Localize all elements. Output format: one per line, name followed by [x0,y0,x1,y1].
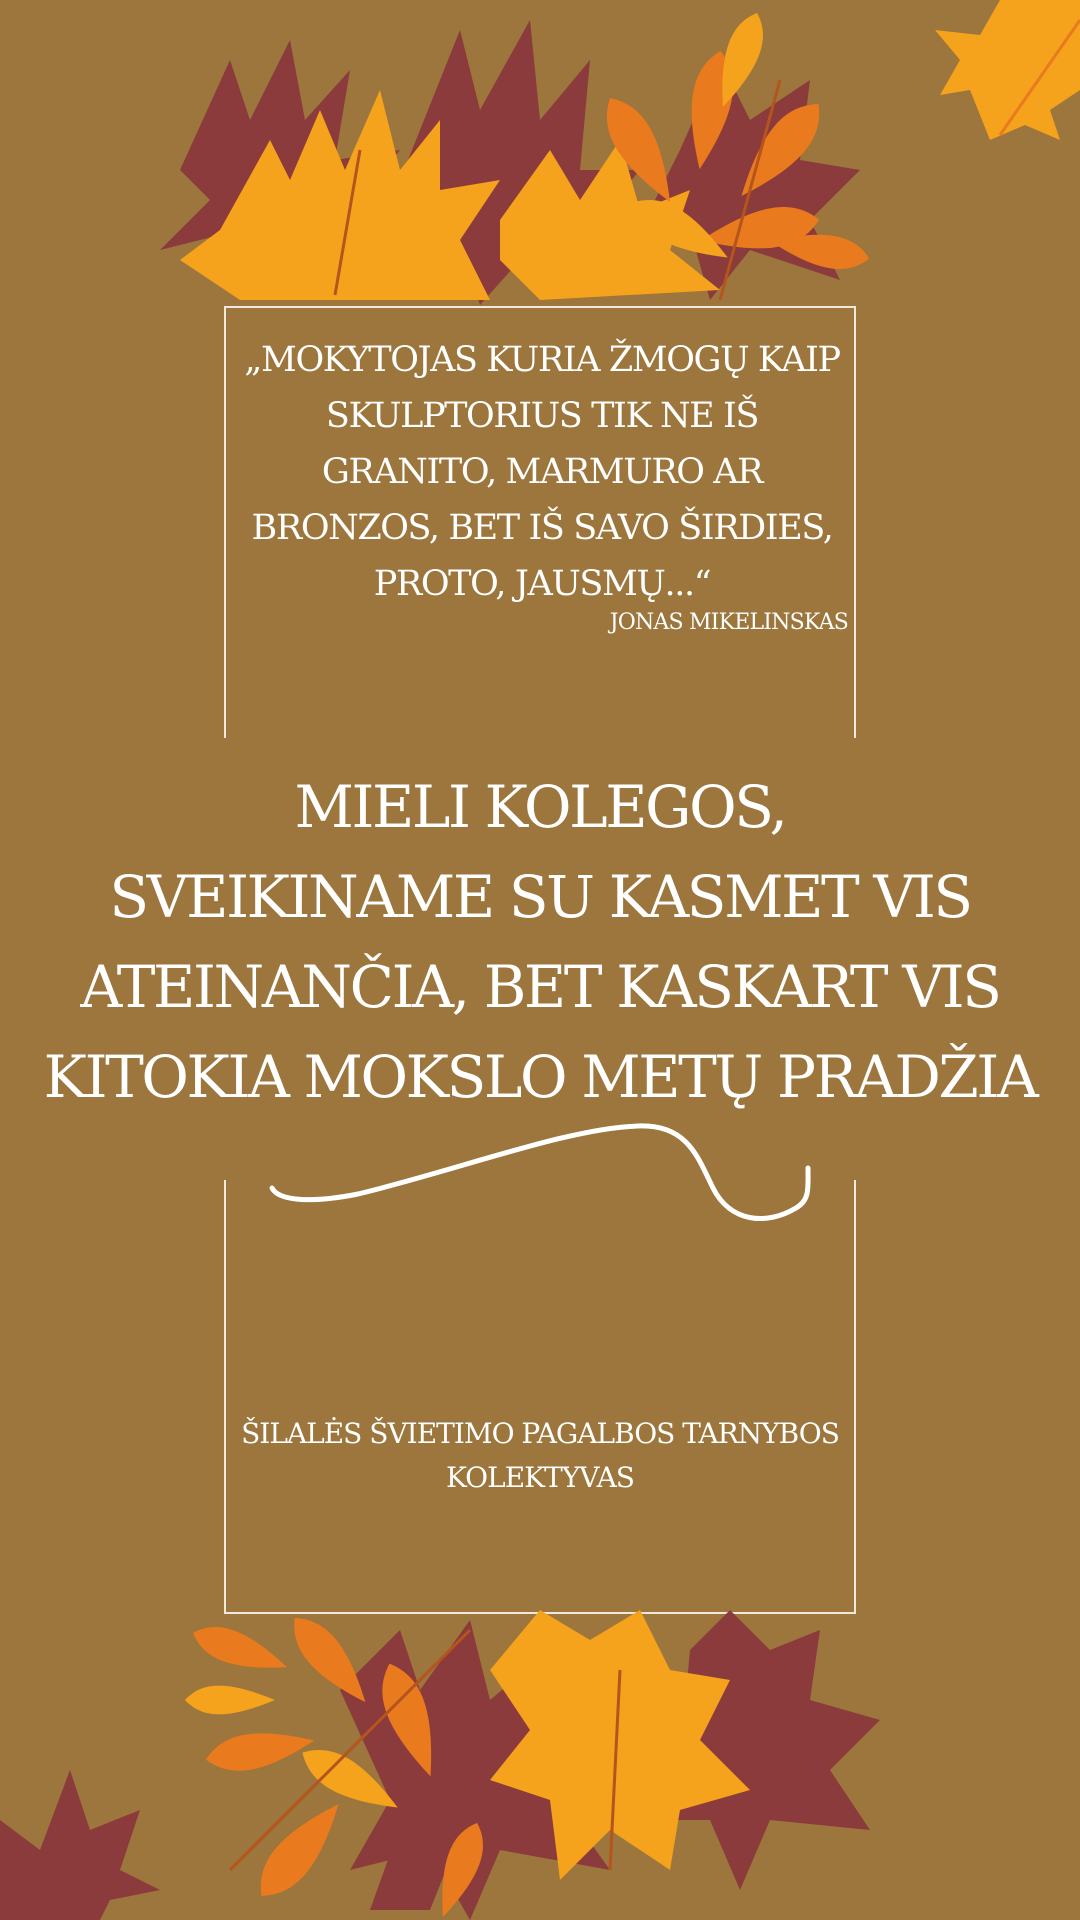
quote-text [232,332,852,612]
quote-line: SKULPTORIUS TIK NE IŠ [325,396,759,436]
quote-line: GRANITO, MARMURO AR [321,452,763,492]
greeting-line: SVEIKINAME SU KASMET VIS [109,863,971,931]
signature-frame [224,1180,856,1614]
greeting-line: MIELI KOLEGOS, [294,773,786,841]
signature-line: KOLEKTYVAS [446,1461,634,1494]
swash-ornament-icon [268,1118,818,1230]
quote-line: PROTO, JAUSMŲ...“ [373,564,711,604]
signature-line: ŠILALĖS ŠVIETIMO PAGALBOS TARNYBOS [241,1417,839,1450]
quote-author: JONAS MIKELINSKAS [609,610,848,635]
signature-text [232,1412,848,1500]
autumn-leaves-bottom-icon [170,1610,930,1920]
greeting-line: ATEINANČIA, BET KASKART VIS [80,953,1000,1021]
quote-line: „MOKYTOJAS KURIA ŽMOGŲ KAIP [244,340,840,380]
greeting-text [20,762,1060,1122]
greeting-line: KITOKIA MOKSLO METŲ PRADŽIA [43,1043,1037,1111]
maple-leaf-corner-top-icon [930,0,1080,150]
quote-line: BRONZOS, BET IŠ SAVO ŠIRDIES, [251,508,833,548]
autumn-leaves-top-icon [120,0,910,305]
maple-leaf-corner-bottom-icon [0,1760,160,1920]
